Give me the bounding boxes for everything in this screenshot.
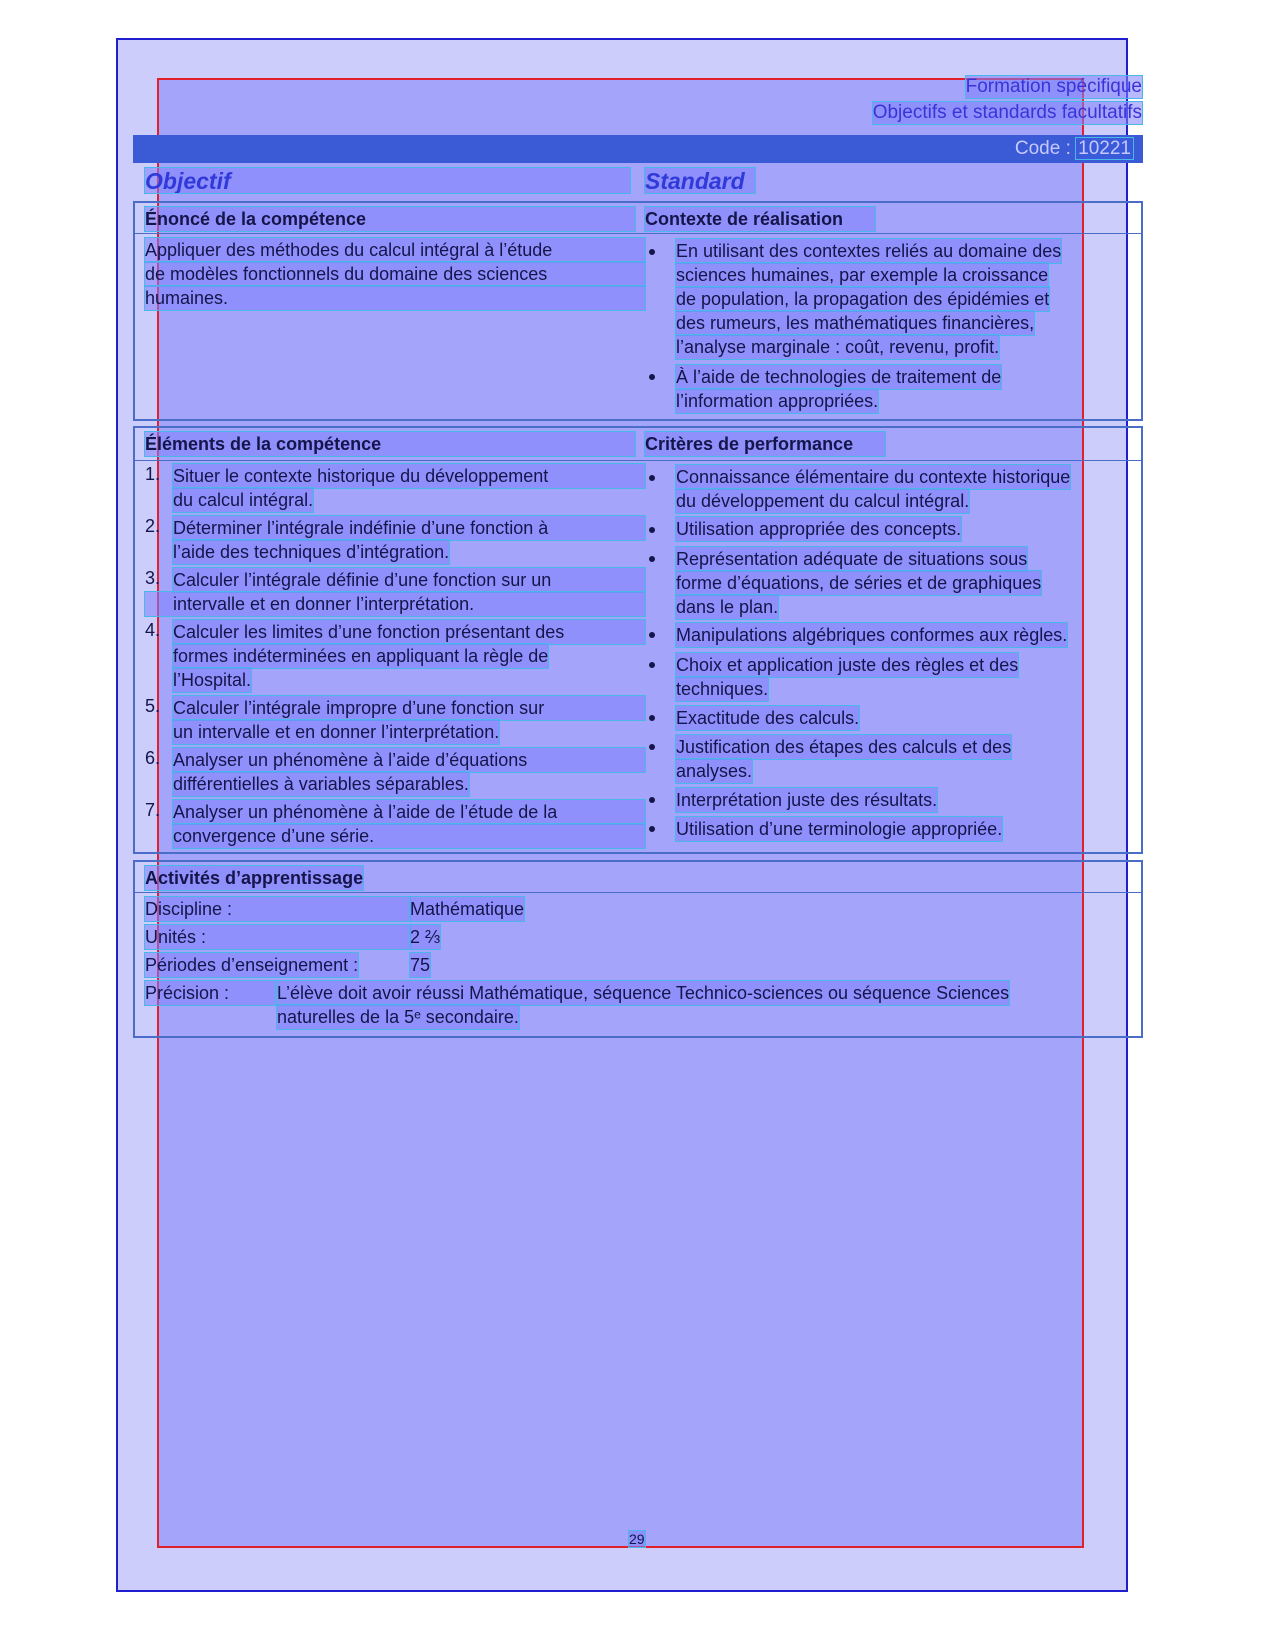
bullet-icon [649,249,655,255]
criteria-line: Représentation adéquate de situations sous [676,549,1028,569]
element-number: 1. [145,464,161,484]
criteria-line: analyses. [676,761,753,781]
criteria-line: Manipulations algébriques conformes aux règles. [676,625,1068,645]
bullet-icon [649,744,655,750]
criteria-line: techniques. [676,679,769,699]
competence-title: Énoncé de la compétence [145,207,635,231]
element-number: 5. [145,696,161,716]
units-value: 2 ⅔ [410,927,441,947]
criteria-line: du développement du calcul intégral. [676,491,970,511]
criteria-line: Utilisation d’une terminologie appropriée. [676,819,1003,839]
element-line: l’Hospital. [173,670,252,690]
criteria-line: Justification des étapes des calculs et des [676,737,1012,757]
criteria-title: Critères de performance [645,432,885,456]
element-line: Situer le contexte historique du développement [173,464,645,488]
competence-separator [135,233,1141,234]
element-line: un intervalle et en donner l’interprétation. [173,722,500,742]
element-number: 2. [145,516,161,536]
element-line: Analyser un phénomène à l’aide de l’étude de la [173,800,645,824]
element-number: 4. [145,620,161,640]
criteria-line: forme d’équations, de séries et de graphiques [676,573,1042,593]
element-line: Analyser un phénomène à l’aide d’équations [173,748,645,772]
criteria-line: dans le plan. [676,597,779,617]
precision-line: naturelles de la 5ᵉ secondaire. [277,1007,519,1027]
context-line: En utilisant des contextes reliés au domaine des [676,241,1062,261]
bullet-icon [649,715,655,721]
criteria-line: Choix et application juste des règles et des [676,655,1019,675]
precision-line: L’élève doit avoir réussi Mathématique, séquence Technico-sciences ou séquence Sciences [277,983,1010,1003]
context-title: Contexte de réalisation [645,207,875,231]
element-line: Calculer l’intégrale définie d’une fonction sur un [173,568,645,592]
context-line: de population, la propagation des épidémies et [676,289,1050,309]
bullet-icon [649,475,655,481]
code-value: 10221 [1078,138,1131,159]
code-bar [133,135,1143,163]
bullet-icon [649,662,655,668]
periods-value: 75 [410,955,431,975]
bullet-icon [649,374,655,380]
column-heading-objectif: Objectif [145,168,630,193]
elements-title: Éléments de la compétence [145,432,635,456]
header-line-1: Formation spécifique [965,76,1142,97]
element-line: convergence d’une série. [173,824,645,848]
bullet-icon [649,797,655,803]
context-line: sciences humaines, par exemple la croissance [676,265,1049,285]
element-number: 6. [145,748,161,768]
criteria-line: Connaissance élémentaire du contexte historique [676,467,1071,487]
element-number: 7. [145,800,161,820]
column-heading-standard: Standard [645,168,755,193]
elements-separator [135,460,1141,461]
periods-label: Périodes d’enseignement : [145,955,359,975]
bullet-icon [649,632,655,638]
criteria-line: Exactitude des calculs. [676,708,860,728]
code-label: Code : [1014,138,1071,159]
element-line: différentielles à variables séparables. [173,774,469,794]
context-line: des rumeurs, les mathématiques financières, [676,313,1035,333]
activities-title: Activités d’apprentissage [145,868,364,888]
element-line: Calculer les limites d’une fonction présentant des [173,620,645,644]
criteria-line: Utilisation appropriée des concepts. [676,519,962,539]
bullet-icon [649,527,655,533]
element-number: 3. [145,568,161,588]
element-line: Déterminer l’intégrale indéfinie d’une fonction à [173,516,645,540]
discipline-value: Mathématique [410,899,525,919]
element-line: l’aide des techniques d’intégration. [173,542,450,562]
statement-line: Appliquer des méthodes du calcul intégral à l’étude [145,238,645,262]
header-line-2: Objectifs et standards facultatifs [872,102,1142,123]
element-line: intervalle et en donner l’interprétation. [145,592,645,616]
element-line: du calcul intégral. [173,490,314,510]
bullet-icon [649,826,655,832]
units-label: Unités : [145,925,410,949]
bullet-icon [649,556,655,562]
page-number: 29 [629,1531,645,1547]
code-text [1015,138,1133,160]
element-line: formes indéterminées en appliquant la règle de [173,646,549,666]
discipline-label: Discipline : [145,897,410,921]
criteria-line: Interprétation juste des résultats. [676,790,938,810]
precision-label: Précision : [145,981,275,1005]
element-line: Calculer l’intégrale impropre d’une fonction sur [173,696,645,720]
context-line: À l’aide de technologies de traitement de [676,367,1002,387]
context-line: l’analyse marginale : coût, revenu, profit. [676,337,1000,357]
context-line: l’information appropriées. [676,391,879,411]
activities-separator [135,892,1141,893]
statement-line: humaines. [145,286,645,310]
statement-line: de modèles fonctionnels du domaine des sciences [145,262,645,286]
